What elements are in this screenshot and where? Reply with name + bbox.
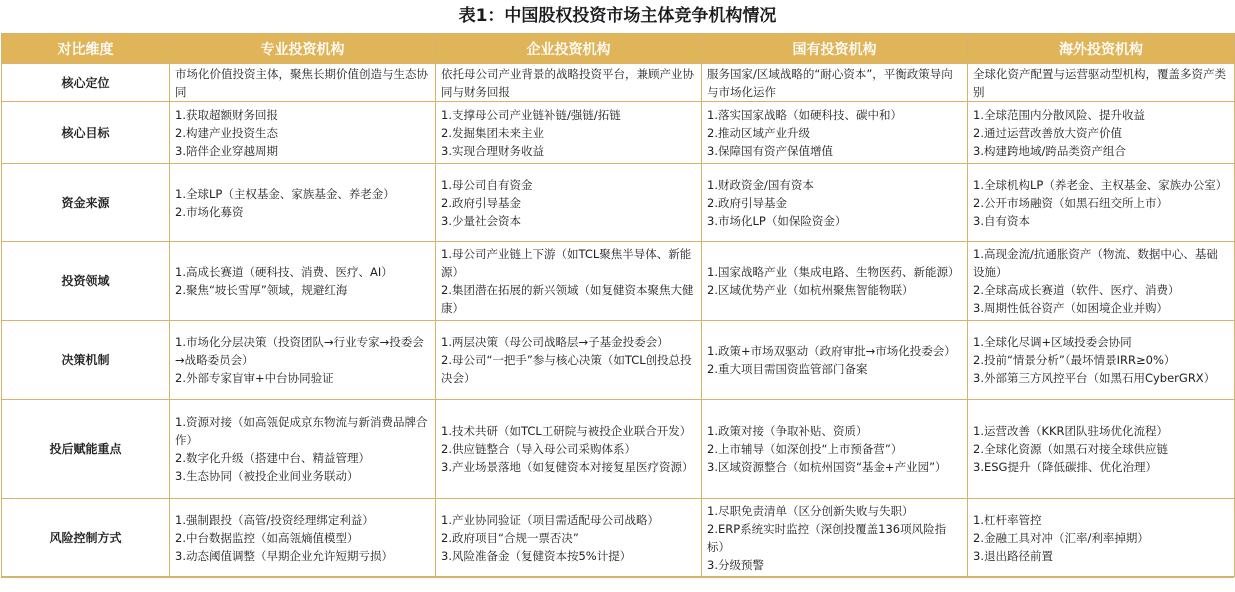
cell-line: 服务国家/区域战略的“耐心资本”，平衡政策导向与市场化运作	[707, 66, 953, 99]
cell-line: 1.资源对接（如高瓴促成京东物流与新消费品牌合作）	[175, 415, 428, 447]
cell-line: 2.政府项目“合规一票否决”	[441, 530, 579, 545]
cell-line: 1.支撑母公司产业链补链/强链/拓链	[441, 107, 621, 122]
cell-line: 1.高现金流/抗通胀资产（物流、数据中心、基础设施）	[973, 247, 1218, 279]
cell-line: 3.自有资本	[973, 213, 1030, 228]
cell-line: 3.周期性低谷资产（如困境企业并购）	[973, 301, 1168, 315]
cell-corporate	[436, 164, 702, 242]
cell-line: 3.产业场景落地（如复健资本对接复星医疗资源）	[441, 460, 694, 474]
table-row	[2, 64, 1235, 102]
cell-line: 2.政府引导基金	[441, 195, 521, 210]
cell-line: 2.发掘集团未来主业	[441, 125, 544, 140]
header-state-owned: 国有投资机构	[702, 34, 968, 64]
cell-line: 2.数字化升级（搭建中台、精益管理）	[175, 451, 370, 465]
cell-line: 3.陪伴企业穿越周期	[175, 143, 278, 158]
cell-line: 依托母公司产业背景的战略投资平台，兼顾产业协同与财务回报	[441, 66, 694, 99]
cell-line: 3.分级预警	[707, 557, 764, 572]
cell-line: 2.全球高成长赛道（软件、医疗、消费）	[973, 283, 1180, 297]
cell-line: 1.全球范围内分散风险、提升收益	[973, 107, 1145, 122]
comparison-table	[1, 33, 1235, 577]
cell-line: 1.尽职免责清单（区分创新失败与失职）	[707, 503, 914, 518]
cell-professional	[170, 400, 436, 499]
cell-line: 1.政策对接（争取补贴、资质）	[707, 424, 868, 438]
cell-state-owned	[702, 400, 968, 499]
cell-line: 2.全球化资源（如黑石对接全球供应链	[973, 442, 1168, 456]
cell-professional	[170, 102, 436, 164]
cell-state-owned	[702, 321, 968, 400]
header-corporate: 企业投资机构	[436, 34, 702, 64]
cell-state-owned	[702, 499, 968, 577]
table-title: 表1：中国股权投资市场主体竞争机构情况	[458, 6, 777, 26]
cell-line: 2.市场化募资	[175, 204, 244, 219]
cell-line: 1.国家战略产业（集成电路、生物医药、新能源）	[707, 265, 960, 279]
cell-line: 1.落实国家战略（如硬科技、碳中和）	[707, 107, 902, 122]
cell-line: 1.母公司自有资金	[441, 177, 533, 192]
cell-line: 2.母公司“一把手”参与核心决策（如TCL创投总投决会）	[441, 353, 692, 385]
table-row	[2, 499, 1235, 577]
cell-line: 1.强制跟投（高管/投资经理绑定利益）	[175, 512, 374, 527]
cell-line: 2.集团潜在拓展的新兴领域（如复健资本聚焦大健康）	[441, 283, 694, 315]
cell-line: 3.动态阈值调整（早期企业允许短期亏损）	[175, 548, 393, 563]
cell-line: 2.上市辅导（如深创投“上市预备营”）	[707, 442, 903, 456]
row-dimension-label: 投后赋能重点	[2, 400, 170, 499]
cell-line: 1.两层决策（母公司战略层→子基金投委会）	[441, 335, 669, 349]
cell-line: 3.少量社会资本	[441, 213, 521, 228]
cell-overseas	[968, 400, 1235, 499]
cell-line: 2.聚焦“坡长雪厚”领域，规避红海	[175, 283, 348, 297]
cell-line: 3.ESG提升（降低碳排、优化治理）	[973, 460, 1157, 474]
cell-line: 2.ERP系统实时监控（深创投覆盖136项风险指标）	[707, 521, 947, 554]
cell-line: 1.获取超额财务回报	[175, 107, 278, 122]
cell-line: 全球化资产配置与运营驱动型机构，覆盖多资产类别	[973, 66, 1226, 99]
cell-line: 1.技术共研（如TCL工研院与被投企业联合开发）	[441, 424, 692, 438]
cell-line: 3.构建跨地域/跨品类资产组合	[973, 143, 1126, 158]
cell-state-owned	[702, 164, 968, 242]
cell-line: 3.市场化LP（如保险资金）	[707, 213, 847, 228]
table-row	[2, 321, 1235, 400]
header-professional: 专业投资机构	[170, 34, 436, 64]
cell-professional	[170, 499, 436, 577]
cell-corporate	[436, 102, 702, 164]
cell-line: 1.母公司产业链上下游（如TCL聚焦半导体、新能源）	[441, 247, 692, 279]
header-row	[2, 34, 1235, 64]
cell-line: 3.外部第三方风控平台（如黑石用CyberGRX）	[973, 371, 1216, 385]
cell-line: 2.构建产业投资生态	[175, 125, 278, 140]
cell-line: 3.保障国有资产保值增值	[707, 143, 833, 158]
cell-corporate	[436, 499, 702, 577]
cell-corporate	[436, 64, 702, 102]
cell-corporate	[436, 321, 702, 400]
cell-line: 2.金融工具对冲（汇率/利率掉期）	[973, 530, 1149, 545]
cell-line: 2.区域优势产业（如杭州聚焦智能物联）	[707, 283, 914, 297]
cell-line: 1.高成长赛道（硬科技、消费、医疗、AI）	[175, 265, 393, 279]
cell-line: 2.通过运营改善放大资产价值	[973, 125, 1122, 140]
cell-overseas	[968, 64, 1235, 102]
header-overseas: 海外投资机构	[968, 34, 1235, 64]
cell-state-owned	[702, 102, 968, 164]
cell-professional	[170, 164, 436, 242]
cell-corporate	[436, 242, 702, 321]
cell-line: 2.公开市场融资（如黑石纽交所上市）	[973, 195, 1168, 210]
cell-line: 1.产业协同验证（项目需适配母公司战略）	[441, 512, 659, 527]
cell-line: 1.市场化分层决策（投资团队→行业专家→投委会→战略委员会）	[175, 335, 424, 367]
cell-line: 2.投前“情景分析”（最坏情景IRR≥0%）	[973, 353, 1176, 367]
row-dimension-label: 核心定位	[2, 64, 170, 102]
cell-line: 1.财政资金/国有资本	[707, 177, 814, 192]
header-dimension: 对比维度	[2, 34, 170, 64]
cell-line: 3.退出路径前置	[973, 548, 1053, 563]
cell-overseas	[968, 321, 1235, 400]
cell-line: 1.全球机构LP（养老金、主权基金、家族办公室）	[973, 177, 1228, 192]
cell-professional	[170, 321, 436, 400]
table-row	[2, 164, 1235, 242]
cell-overseas	[968, 102, 1235, 164]
cell-professional	[170, 64, 436, 102]
cell-line: 2.推动区域产业升级	[707, 125, 810, 140]
cell-line: 1.政策+市场双驱动（政府审批→市场化投委会）	[707, 344, 956, 358]
table-row	[2, 102, 1235, 164]
cell-line: 3.实现合理财务收益	[441, 143, 544, 158]
cell-line: 1.运营改善（KKR团队驻场优化流程）	[973, 424, 1169, 438]
table-bottom-rule	[1, 577, 1234, 578]
cell-line: 市场化价值投资主体，聚焦长期价值创造与生态协同	[175, 66, 428, 99]
cell-line: 2.供应链整合（导入母公司采购体系）	[441, 442, 636, 456]
cell-line: 1.全球LP（主权基金、家族基金、养老金）	[175, 186, 395, 201]
cell-line: 1.全球化尽调+区域投委会协同	[973, 335, 1132, 349]
table-row	[2, 400, 1235, 499]
row-dimension-label: 决策机制	[2, 321, 170, 400]
row-dimension-label: 风险控制方式	[2, 499, 170, 577]
cell-line: 2.外部专家盲审+中台协同验证	[175, 371, 334, 385]
cell-line: 2.政府引导基金	[707, 195, 787, 210]
row-dimension-label: 投资领域	[2, 242, 170, 321]
cell-overseas	[968, 164, 1235, 242]
cell-professional	[170, 242, 436, 321]
cell-line: 2.重大项目需国资监管部门备案	[707, 362, 868, 376]
table-body	[2, 64, 1235, 577]
cell-line: 3.区域资源整合（如杭州国资“基金+产业园”）	[707, 460, 947, 474]
cell-line: 1.杠杆率管控	[973, 512, 1042, 527]
cell-line: 2.中台数据监控（如高瓴熵值模型）	[175, 530, 359, 545]
cell-line: 3.风险准备金（复健资本按5%计提）	[441, 548, 632, 563]
cell-line: 3.生态协同（被投企业间业务联动）	[175, 469, 359, 483]
row-dimension-label: 核心目标	[2, 102, 170, 164]
cell-state-owned	[702, 242, 968, 321]
cell-corporate	[436, 400, 702, 499]
table-row	[2, 242, 1235, 321]
row-dimension-label: 资金来源	[2, 164, 170, 242]
cell-state-owned	[702, 64, 968, 102]
cell-overseas	[968, 499, 1235, 577]
cell-overseas	[968, 242, 1235, 321]
